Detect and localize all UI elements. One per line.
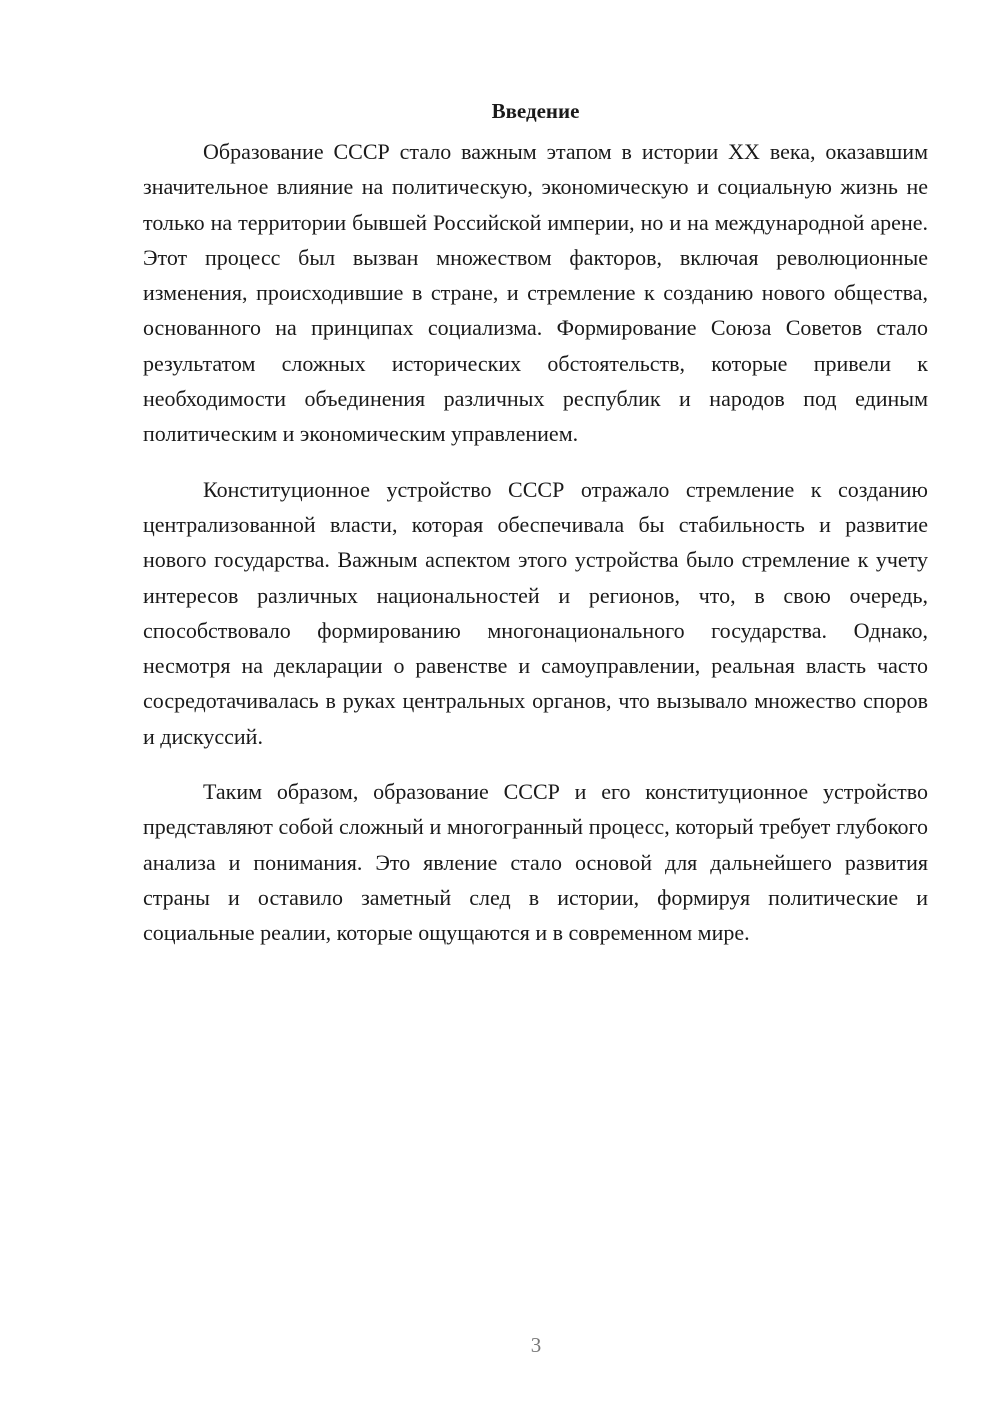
page-content	[143, 96, 928, 971]
section-heading: Введение	[491, 99, 580, 123]
paragraph-3: Таким образом, образование СССР и его конституционное устройство представляют собой сложный и многогранный процесс, который требует глубокого анализа и понимания. Это явление стало основой для дальнейшего развития страны и оставило заметный след в истории, формируя политические и социальные реалии, которые ощущаются и в современном мире.	[143, 779, 928, 946]
paragraph-1: Образование СССР стало важным этапом в истории XX века, оказавшим значительное влияние на политическую, экономическую и социальную жизнь не только на территории бывшей Российской империи, но и на международной арене. Этот процесс был вызван множеством факторов, включая революционные изменения, происходившие в стране, и стремление к созданию нового общества, основанного на принципах социализма. Формирование Союза Советов стало результатом сложных исторических обстоятельств, которые привели к необходимости объединения различных республик и народов под единым политическим и экономическим управлением.	[143, 139, 928, 447]
page-number: 3	[530, 1333, 542, 1357]
paragraph-2: Конституционное устройство СССР отражало стремление к созданию централизованной власти, которая обеспечивала бы стабильность и развитие нового государства. Важным аспектом этого устройства было стремление к учету интересов различных национальностей и регионов, что, в свою очередь, способствовало формированию многонационального государства. Однако, несмотря на декларации о равенстве и самоуправлении, реальная власть часто сосредотачивалась в руках центральных органов, что вызывало множество споров и дискуссий.	[143, 476, 928, 749]
